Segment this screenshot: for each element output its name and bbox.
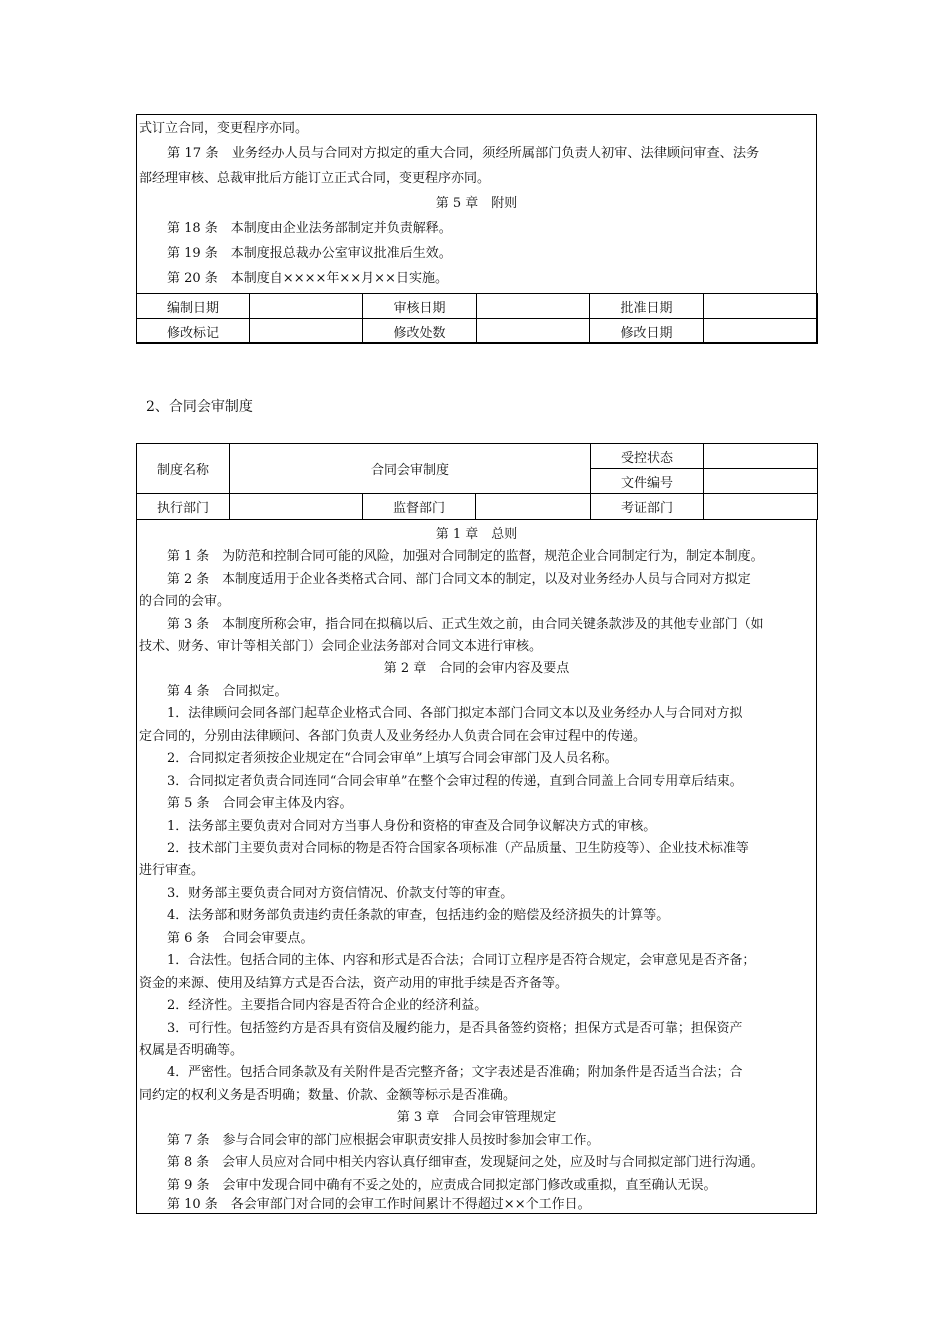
exec-dept-label: 执行部门 bbox=[137, 494, 230, 520]
chapter-heading: 第 1 章 总则 bbox=[435, 527, 518, 542]
revision-date-label: 修改日期 bbox=[590, 319, 704, 344]
verify-dept-label: 考证部门 bbox=[591, 494, 704, 520]
clause-line: 进行审查。 bbox=[139, 863, 205, 878]
clause-line: 第 3 条 本制度所称会审，指合同在拟稿以后、正式生效之前，由合同关键条款涉及的其他专业部门（如 bbox=[167, 617, 764, 632]
clause-line: 1．法务部主要负责对合同对方当事人身份和资格的审查及合同争议解决方式的审核。 bbox=[167, 819, 657, 834]
revision-mark-value bbox=[250, 319, 363, 344]
system-name-label: 制度名称 bbox=[137, 444, 230, 494]
clause-line: 第 17 条 业务经办人员与合同对方拟定的重大合同，须经所属部门负责人初审、法律顾问审查、法务 bbox=[167, 146, 760, 161]
supervise-dept-value bbox=[476, 494, 591, 520]
clause-line: 技术、财务、审计等相关部门）会同企业法务部对合同文本进行审核。 bbox=[139, 639, 543, 654]
clause-line: 3．可行性。包括签约方是否具有资信及履约能力，是否具备签约资格；担保方式是否可靠；担保资产 bbox=[167, 1021, 743, 1036]
review-date-value bbox=[477, 294, 590, 319]
clause-line: 4．严密性。包括合同条款及有关附件是否完整齐备；文字表述是否准确；附加条件是否适当合法；合 bbox=[167, 1065, 743, 1080]
clause-line: 第 6 条 合同会审要点。 bbox=[167, 931, 314, 946]
clause-line: 第 2 条 本制度适用于企业各类格式合同、部门合同文本的制定，以及对业务经办人员与合同对方拟定 bbox=[167, 572, 751, 587]
approve-date-label: 批准日期 bbox=[590, 294, 704, 319]
doc-number-value bbox=[704, 469, 818, 494]
clause-line: 1．法律顾问会同各部门起草企业格式合同、各部门拟定本部门合同文本以及业务经办人与合同对方拟 bbox=[167, 706, 743, 721]
control-status-label: 受控状态 bbox=[591, 444, 704, 469]
revision-date-value bbox=[704, 319, 818, 344]
revision-mark-label: 修改标记 bbox=[137, 319, 250, 344]
doc-number-label: 文件编号 bbox=[591, 469, 704, 494]
clause-line: 的合同的会审。 bbox=[139, 594, 231, 609]
clause-line: 3．合同拟定者负责合同连同“合同会审单”在整个会审过程的传递，直到合同盖上合同专用章后结束。 bbox=[167, 774, 743, 789]
clause-line: 第 18 条 本制度由企业法务部制定并负责解释。 bbox=[167, 221, 452, 236]
clause-line: 4．法务部和财务部负责违约责任条款的审查，包括违约金的赔偿及经济损失的计算等。 bbox=[167, 908, 670, 923]
clause-line: 第 8 条 会审人员应对合同中相关内容认真仔细审查，发现疑问之处，应及时与合同拟定部门进行沟通。 bbox=[167, 1155, 764, 1170]
review-date-label: 审核日期 bbox=[363, 294, 477, 319]
verify-dept-value bbox=[704, 494, 818, 520]
clause-line: 第 19 条 本制度报总裁办公室审议批准后生效。 bbox=[167, 246, 452, 261]
section-title: 2、合同会审制度 bbox=[146, 399, 253, 415]
clause-line: 部经理审核、总裁审批后方能订立正式合同，变更程序亦同。 bbox=[139, 171, 491, 186]
clause-line: 第 9 条 会审中发现合同中确有不妥之处的，应责成合同拟定部门修改或重拟，直至确认无误。 bbox=[167, 1178, 717, 1193]
clause-line: 第 4 条 合同拟定。 bbox=[167, 684, 288, 699]
clause-line: 第 5 条 合同会审主体及内容。 bbox=[167, 796, 353, 811]
revision-footer-table bbox=[136, 293, 818, 344]
clause-line: 1．合法性。包括合同的主体、内容和形式是否合法；合同订立程序是否符合规定，会审意见是否齐备； bbox=[167, 953, 756, 968]
clause-line: 资金的来源、使用及结算方式是否合法，资产动用的审批手续是否齐备等。 bbox=[139, 976, 569, 991]
clause-line: 第 20 条 本制度自××××年××月××日实施。 bbox=[167, 271, 448, 286]
compile-date-value bbox=[250, 294, 363, 319]
clause-line: 同约定的权利义务是否明确；数量、价款、金额等标示是否准确。 bbox=[139, 1088, 517, 1103]
chapter-heading: 第 3 章 合同会审管理规定 bbox=[396, 1110, 557, 1125]
clause-line: 定合同的，分别由法律顾问、各部门负责人及业务经办人负责合同在会审过程中的传递。 bbox=[139, 729, 647, 744]
exec-dept-value bbox=[230, 494, 363, 520]
clause-line: 3．财务部主要负责合同对方资信情况、价款支付等的审查。 bbox=[167, 886, 514, 901]
revision-count-label: 修改处数 bbox=[363, 319, 477, 344]
system-header-table bbox=[136, 443, 818, 520]
revision-count-value bbox=[477, 319, 590, 344]
clause-line: 第 7 条 参与合同会审的部门应根据会审职责安排人员按时参加会审工作。 bbox=[167, 1133, 600, 1148]
clause-line: 第 10 条 各会审部门对合同的会审工作时间累计不得超过××个工作日。 bbox=[167, 1197, 591, 1212]
system-name-value: 合同会审制度 bbox=[230, 444, 591, 494]
compile-date-label: 编制日期 bbox=[137, 294, 250, 319]
control-status-value bbox=[704, 444, 818, 469]
clause-line: 权属是否明确等。 bbox=[139, 1043, 244, 1058]
clause-line: 2．技术部门主要负责对合同标的物是否符合国家各项标准（产品质量、卫生防疫等）、企业技术标准等 bbox=[167, 841, 749, 856]
chapter-heading: 第 2 章 合同的会审内容及要点 bbox=[383, 661, 570, 676]
clause-line: 第 1 条 为防范和控制合同可能的风险，加强对合同制定的监督，规范企业合同制定行为，制定本制度。 bbox=[167, 549, 764, 564]
clause-line: 式订立合同，变更程序亦同。 bbox=[139, 121, 309, 136]
clause-line: 2．合同拟定者须按企业规定在“合同会审单”上填写合同会审部门及人员名称。 bbox=[167, 751, 618, 766]
clause-line: 2．经济性。主要指合同内容是否符合企业的经济利益。 bbox=[167, 998, 488, 1013]
supervise-dept-label: 监督部门 bbox=[363, 494, 476, 520]
approve-date-value bbox=[704, 294, 818, 319]
chapter-heading: 第 5 章 附则 bbox=[435, 196, 518, 211]
